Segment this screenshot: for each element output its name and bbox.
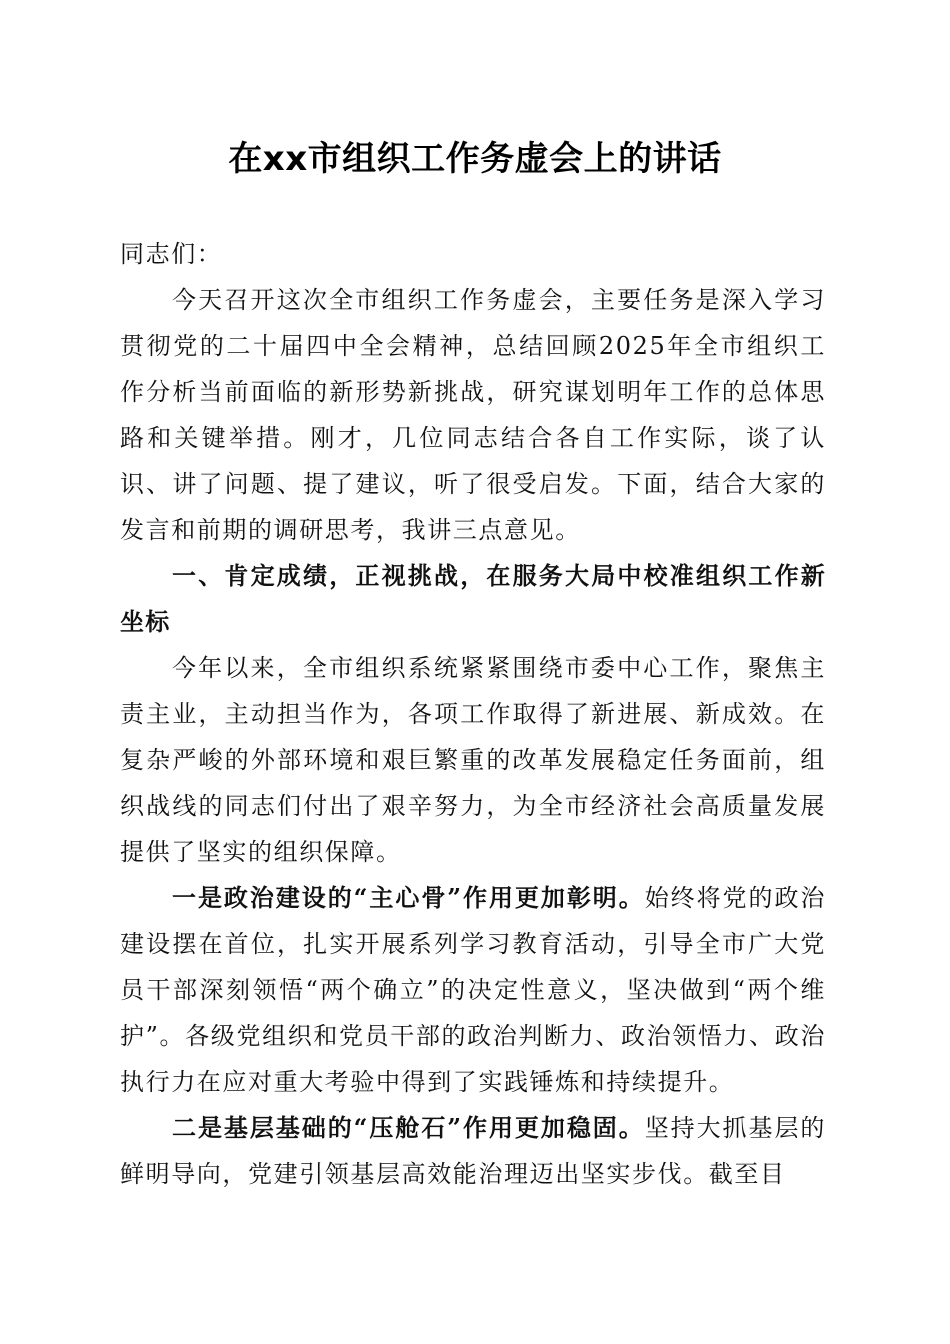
section-heading-1: 一、肯定成绩，正视挑战，在服务大局中校准组织工作新坐标 bbox=[120, 562, 826, 636]
point-2-paragraph bbox=[120, 1105, 826, 1197]
intro-paragraph: 今天召开这次全市组织工作务虚会，主要任务是深入学习贯彻党的二十届四中全会精神，总结回顾2025年全市组织工作分析当前面临的新形势新挑战，研究谋划明年工作的总体思路和关键举措。刚才，几位同志结合各自工作实际，谈了认识、讲了问题、提了建议，听了很受启发。下面，结合大家的发言和前期的调研思考，我讲三点意见。 bbox=[120, 286, 826, 544]
section-1-paragraph: 今年以来，全市组织系统紧紧围绕市委中心工作，聚焦主责主业，主动担当作为，各项工作取得了新进展、新成效。在复杂严峻的外部环境和艰巨繁重的改革发展稳定任务面前，组织战线的同志们付出了艰辛努力，为全市经济社会高质量发展提供了坚实的组织保障。 bbox=[120, 654, 826, 866]
point-1-lead: 一是政治建设的“主心骨”作用更加彰明。 bbox=[172, 883, 645, 912]
point-2-text: 坚持大抓基层的鲜明导向，党建引领基层高效能治理迈出坚实步伐。截至目 bbox=[120, 1114, 826, 1188]
document-body bbox=[120, 231, 826, 1197]
point-1-text: 始终将党的政治建设摆在首位，扎实开展系列学习教育活动，引导全市广大党员干部深刻领悟“两个确立”的决定性意义，坚决做到“两个维护”。各级党组织和党员干部的政治判断力、政治领悟力、政治执行力在应对重大考验中得到了实践锤炼和持续提升。 bbox=[120, 884, 826, 1096]
point-1-paragraph bbox=[120, 875, 826, 1105]
salutation: 同志们： bbox=[120, 240, 223, 268]
document-title: 在xx市组织工作务虚会上的讲话 bbox=[228, 139, 722, 179]
point-2-lead: 二是基层基础的“压舱石”作用更加稳固。 bbox=[172, 1113, 645, 1142]
